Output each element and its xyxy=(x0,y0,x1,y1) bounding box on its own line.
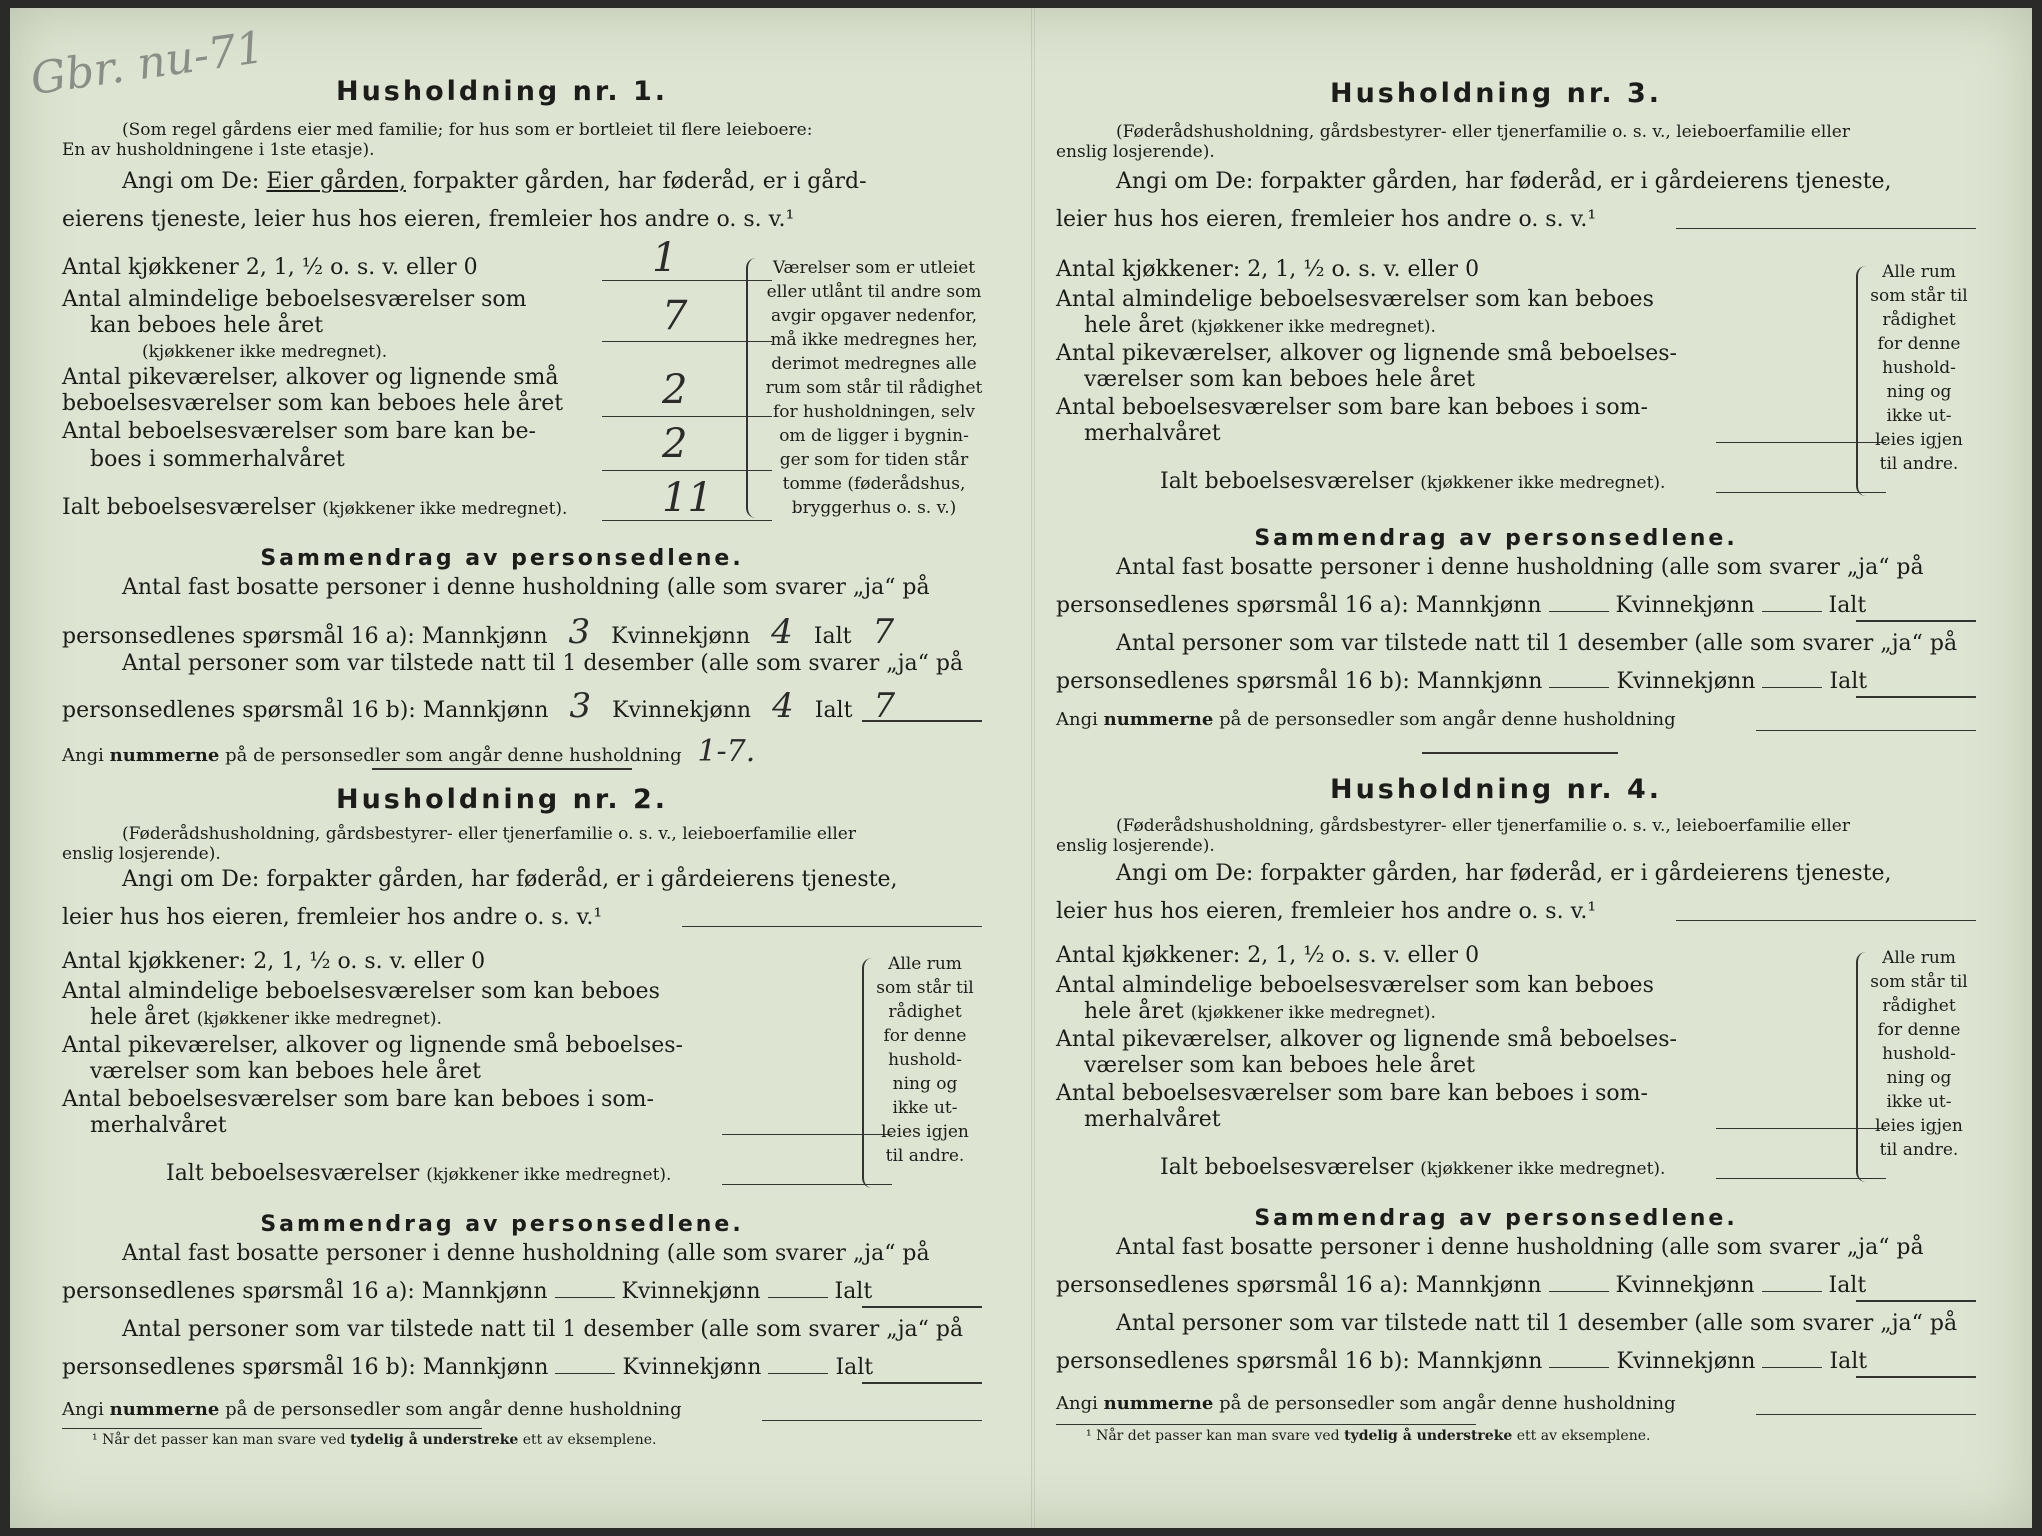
line-2-fill xyxy=(1676,920,1976,921)
kjokkener-label: Antal kjøkkener: 2, 1, ½ o. s. v. eller 0 xyxy=(1056,257,1480,282)
kjokkener-value: 1 xyxy=(652,235,678,281)
sommer-label-a: Antal beboelsesværelser som bare kan be- xyxy=(62,419,536,444)
eier-underlined: Eier gården, xyxy=(266,169,406,194)
household-title: Husholdning nr. 3. xyxy=(1329,78,1663,109)
pike-label-a: Antal pikeværelser, alkover og lignende små beboelses- xyxy=(1056,341,1677,366)
sammendrag-title: Sammendrag av personsedlene. xyxy=(1254,1206,1738,1231)
tilstede-line-a: Antal personer som var tilstede natt til 1 desember (alle som svarer „ja“ på xyxy=(122,1317,964,1342)
ialt-bebo-label: Ialt beboelsesværelser (kjøkkener ikke medregnet). xyxy=(166,1161,672,1186)
household-title: Husholdning nr. 4. xyxy=(1329,774,1663,805)
footnote-rule xyxy=(1056,1424,1476,1425)
fast-line-b: personsedlenes spørsmål 16 a): Mannkjønn Kvinnekjønn Ialt xyxy=(1056,1273,1867,1298)
pike-label-b: beboelsesværelser som kan beboes hele året xyxy=(62,391,564,416)
ialt-underline xyxy=(862,1306,982,1308)
pike-label-a: Antal pikeværelser, alkover og lignende små beboelses- xyxy=(1056,1027,1677,1052)
tilstede-line-a: Antal personer som var tilstede natt til 1 desember (alle som svarer „ja“ på xyxy=(122,651,964,676)
tilstede-line-b: personsedlenes spørsmål 16 b): Mannkjønn 3 Kvinnekjønn 4 Ialt 7 xyxy=(62,686,982,726)
side-note-4: Alle rum som står til rådighet for denne hushold- ning og ikke ut- leies igjen til andre. xyxy=(1870,948,1968,1160)
ialt-underline xyxy=(862,720,982,722)
kjokkener-label: Antal kjøkkener 2, 1, ½ o. s. v. eller 0 xyxy=(62,255,478,280)
fast-m-value: 3 xyxy=(568,612,591,652)
ialt-bebo-label: Ialt beboelsesværelser (kjøkkener ikke medregnet). xyxy=(1160,1155,1666,1180)
angi-om-line: Angi om De: forpakter gården, har føderåd, er i gårdeierens tjeneste, xyxy=(1116,861,1892,886)
household-title: Husholdning nr. 1. xyxy=(335,76,669,107)
nummerne-line: Angi nummerne på de personsedler som angår denne husholdning xyxy=(1056,709,1676,730)
side-note-2: Alle rum som står til rådighet for denne hushold- ning og ikke ut- leies igjen til andre. xyxy=(876,954,974,1166)
line-2-fill xyxy=(1676,228,1976,229)
sommer-label-b: merhalvåret xyxy=(1084,421,1221,446)
sammendrag-title: Sammendrag av personsedlene. xyxy=(260,1212,744,1237)
alm-label-a: Antal almindelige beboelsesværelser som kan beboes xyxy=(1056,287,1654,312)
right-page xyxy=(1056,8,1976,1528)
fast-i-value: 7 xyxy=(872,612,895,652)
side-note-3: Alle rum som står til rådighet for denne hushold- ning og ikke ut- leies igjen til andre. xyxy=(1870,262,1968,474)
line-2: leier hus hos eieren, fremleier hos andre o. s. v.¹ xyxy=(1056,207,1597,232)
ialt-underline xyxy=(1856,1376,1976,1378)
separator-rule xyxy=(1422,752,1618,754)
tilstede-line-b: personsedlenes spørsmål 16 b): Mannkjønn Kvinnekjønn Ialt xyxy=(1056,669,1868,694)
pike-label-b: værelser som kan beboes hele året xyxy=(1084,1053,1475,1078)
kjokkener-label: Antal kjøkkener: 2, 1, ½ o. s. v. eller 0 xyxy=(1056,943,1480,968)
angi-om-line: Angi om De: forpakter gården, har føderåd, er i gårdeierens tjeneste, xyxy=(122,867,898,892)
til-i-value: 7 xyxy=(873,686,896,726)
alm-label-b: hele året (kjøkkener ikke medregnet). xyxy=(1084,999,1436,1024)
pike-value: 2 xyxy=(662,367,688,413)
angi-om-line: Angi om De: Eier gården, forpakter gården, har føderåd, er i gård- xyxy=(122,169,867,194)
sommer-label-a: Antal beboelsesværelser som bare kan beboes i som- xyxy=(62,1087,654,1112)
ialt-bebo-label: Ialt beboelsesværelser (kjøkkener ikke medregnet). xyxy=(62,495,568,520)
ialt-bebo-label: Ialt beboelsesværelser (kjøkkener ikke medregnet). xyxy=(1160,469,1666,494)
household-intro: (Føderådshusholdning, gårdsbestyrer- eller tjenerfamilie o. s. v., leieboerfamilie eller enslig losjerende). xyxy=(62,824,856,864)
fast-line-b: personsedlenes spørsmål 16 a): Mannkjønn 3 Kvinnekjønn 4 Ialt 7 xyxy=(62,612,982,652)
line-2: leier hus hos eieren, fremleier hos andre o. s. v.¹ xyxy=(1056,899,1597,924)
sommer-label-b: merhalvåret xyxy=(90,1113,227,1138)
kjokkener-label: Antal kjøkkener: 2, 1, ½ o. s. v. eller 0 xyxy=(62,949,486,974)
pike-label-b: værelser som kan beboes hele året xyxy=(1084,367,1475,392)
side-note-1: Værelser som er utleiet eller utlånt til andre som avgir opgaver nedenfor, må ikke medregnes her, derimot medregnes alle rum som står til rådighet for husholdningen, selv om de ligger i bygnin- ger som for tiden står tomme (føderådshus, bryggerhus o. s. v.) xyxy=(765,258,983,518)
alm-label-a: Antal almindelige beboelsesværelser som kan beboes xyxy=(62,979,660,1004)
left-page xyxy=(62,8,982,1528)
fast-line-a: Antal fast bosatte personer i denne husholdning (alle som svarer „ja“ på xyxy=(122,575,930,600)
til-k-value: 4 xyxy=(772,686,794,726)
pencil-note: Gbr. nu-71 xyxy=(27,21,268,106)
alm-label-a: Antal almindelige beboelsesværelser som xyxy=(62,287,527,312)
fast-line-a: Antal fast bosatte personer i denne husholdning (alle som svarer „ja“ på xyxy=(122,1241,930,1266)
line-2-fill xyxy=(682,926,982,927)
fast-k-value: 4 xyxy=(771,612,793,652)
alm-label-a: Antal almindelige beboelsesværelser som kan beboes xyxy=(1056,973,1654,998)
alm-label-b: kan beboes hele året xyxy=(90,313,324,338)
sammendrag-title: Sammendrag av personsedlene. xyxy=(1254,526,1738,551)
til-m-value: 3 xyxy=(569,686,592,726)
alm-value: 7 xyxy=(662,293,688,339)
line-2: eierens tjeneste, leier hus hos eieren, fremleier hos andre o. s. v.¹ xyxy=(62,207,795,232)
household-intro: (Føderådshusholdning, gårdsbestyrer- eller tjenerfamilie o. s. v., leieboerfamilie eller enslig losjerende). xyxy=(1056,816,1850,856)
angi-om-line: Angi om De: forpakter gården, har føderåd, er i gårdeierens tjeneste, xyxy=(1116,169,1892,194)
nummerne-line: Angi nummerne på de personsedler som angår denne husholdning xyxy=(1056,1393,1676,1414)
nummerne-fill xyxy=(762,1420,982,1421)
line-2: leier hus hos eieren, fremleier hos andre o. s. v.¹ xyxy=(62,905,603,930)
household-intro: (Føderådshusholdning, gårdsbestyrer- eller tjenerfamilie o. s. v., leieboerfamilie eller enslig losjerende). xyxy=(1056,122,1850,162)
ialt-bebo-line xyxy=(602,520,772,521)
sommer-label-a: Antal beboelsesværelser som bare kan beboes i som- xyxy=(1056,1081,1648,1106)
footnote: ¹ Når det passer kan man svare ved tydelig å understreke ett av eksemplene. xyxy=(1086,1428,1651,1444)
nummerne-value: 1-7. xyxy=(697,734,756,769)
tilstede-line-a: Antal personer som var tilstede natt til 1 desember (alle som svarer „ja“ på xyxy=(1116,1311,1958,1336)
nummerne-line: Angi nummerne på de personsedler som angår denne husholdning xyxy=(62,1399,682,1420)
separator-rule xyxy=(372,768,632,770)
alm-note: (kjøkkener ikke medregnet). xyxy=(142,342,388,362)
fast-line-a: Antal fast bosatte personer i denne husholdning (alle som svarer „ja“ på xyxy=(1116,555,1924,580)
tilstede-line-a: Antal personer som var tilstede natt til 1 desember (alle som svarer „ja“ på xyxy=(1116,631,1958,656)
tilstede-line-b: personsedlenes spørsmål 16 b): Mannkjønn Kvinnekjønn Ialt xyxy=(1056,1349,1868,1374)
pike-label-b: værelser som kan beboes hele året xyxy=(90,1059,481,1084)
nummerne-fill xyxy=(1756,1414,1976,1415)
household-title: Husholdning nr. 2. xyxy=(335,784,669,815)
census-sheet xyxy=(10,8,2032,1528)
sammendrag-title: Sammendrag av personsedlene. xyxy=(260,546,744,571)
alm-label-b: hele året (kjøkkener ikke medregnet). xyxy=(90,1005,442,1030)
fast-line-a: Antal fast bosatte personer i denne husholdning (alle som svarer „ja“ på xyxy=(1116,1235,1924,1260)
ialt-underline xyxy=(1856,696,1976,698)
nummerne-line: Angi nummerne på de personsedler som angår denne husholdning 1-7. xyxy=(62,734,756,769)
sommer-label-a: Antal beboelsesværelser som bare kan beboes i som- xyxy=(1056,395,1648,420)
tilstede-line-b: personsedlenes spørsmål 16 b): Mannkjønn Kvinnekjønn Ialt xyxy=(62,1355,874,1380)
nummerne-fill xyxy=(1756,730,1976,731)
household-intro: (Som regel gårdens eier med familie; for hus som er bortleiet til flere leieboere: En av husholdningene i 1ste etasje). xyxy=(62,120,813,160)
ialt-bebo-value: 11 xyxy=(662,475,713,521)
page-fold xyxy=(1031,8,1035,1528)
sommer-label-b: merhalvåret xyxy=(1084,1107,1221,1132)
fast-line-b: personsedlenes spørsmål 16 a): Mannkjønn Kvinnekjønn Ialt xyxy=(1056,593,1867,618)
footnote-rule xyxy=(62,1428,482,1429)
sommer-value: 2 xyxy=(662,421,688,467)
pike-label-a: Antal pikeværelser, alkover og lignende små beboelses- xyxy=(62,1033,683,1058)
ialt-underline xyxy=(862,1382,982,1384)
sommer-label-b: boes i sommerhalvåret xyxy=(90,447,345,472)
fast-line-b: personsedlenes spørsmål 16 a): Mannkjønn Kvinnekjønn Ialt xyxy=(62,1279,873,1304)
alm-label-b: hele året (kjøkkener ikke medregnet). xyxy=(1084,313,1436,338)
footnote: ¹ Når det passer kan man svare ved tydelig å understreke ett av eksemplene. xyxy=(92,1432,657,1448)
pike-label-a: Antal pikeværelser, alkover og lignende små xyxy=(62,365,559,390)
ialt-underline xyxy=(1856,620,1976,622)
ialt-underline xyxy=(1856,1300,1976,1302)
